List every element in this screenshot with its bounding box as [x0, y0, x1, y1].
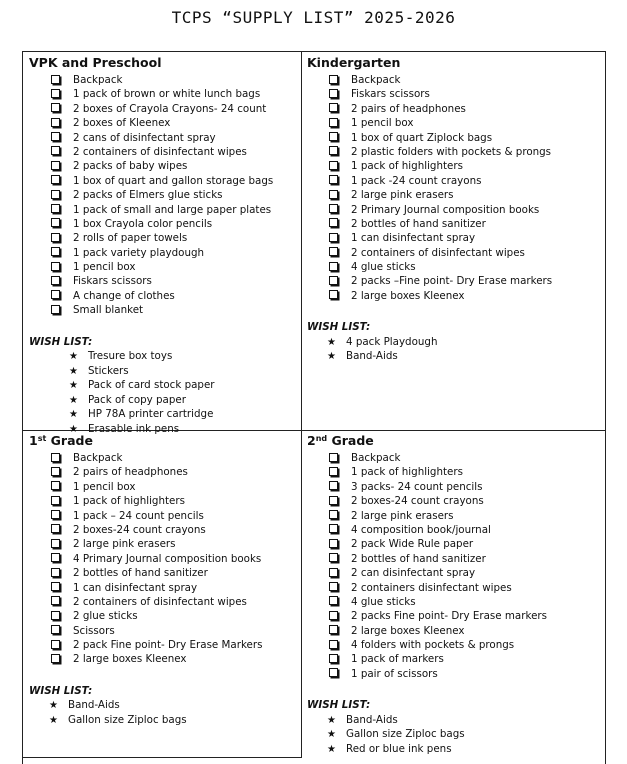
- supply-item-label: 2 large pink erasers: [73, 538, 176, 551]
- supply-item: [29, 246, 297, 260]
- supply-item: [307, 131, 602, 145]
- supply-item-label: 4 folders with pockets & prongs: [351, 639, 515, 652]
- supply-item: [307, 116, 602, 130]
- checkbox-icon: [329, 596, 338, 605]
- checkbox-icon: [329, 190, 338, 199]
- checkbox-icon: [329, 453, 338, 462]
- checkbox-icon: [51, 496, 60, 505]
- supply-item: [307, 231, 602, 245]
- supply-item-label: 1 pack of brown or white lunch bags: [73, 88, 261, 101]
- supply-item: [29, 231, 297, 245]
- checkbox-icon: [329, 568, 338, 577]
- supply-item-label: 4 Primary Journal composition books: [73, 552, 262, 565]
- checkbox-icon: [51, 161, 60, 170]
- supply-item-label: Backpack: [351, 74, 401, 86]
- supply-item-label: 2 containers of disinfectant wipes: [73, 145, 247, 158]
- checkbox-icon: [51, 146, 60, 155]
- supply-item-label: Small blanket: [73, 304, 144, 317]
- star-icon: ★: [69, 351, 78, 363]
- grade-word: Grade: [46, 433, 93, 448]
- supply-item: [29, 159, 297, 173]
- supply-item-label: 2 cans of disinfectant spray: [73, 131, 216, 144]
- supply-item-label: Fiskars scissors: [351, 88, 430, 101]
- checkbox-icon: [51, 568, 60, 577]
- wish-list-heading: WISH LIST:: [29, 684, 93, 697]
- wish-item: [307, 742, 602, 757]
- supply-item-label: 2 bottles of hand sanitizer: [351, 552, 486, 565]
- supply-item: [307, 73, 602, 87]
- supply-item: [307, 494, 602, 508]
- supply-item-label: 1 pencil box: [73, 480, 136, 493]
- grade-ordinal: st: [37, 434, 47, 443]
- supply-item: [307, 188, 602, 202]
- supply-item: [29, 552, 297, 566]
- wish-item-label: Red or blue ink pens: [346, 742, 452, 755]
- checkbox-icon: [329, 524, 338, 533]
- wish-item: [29, 393, 297, 408]
- supply-item-label: 4 composition book/journal: [351, 523, 491, 536]
- supply-item: [29, 174, 297, 188]
- supply-item: [307, 87, 602, 101]
- supply-item: [29, 609, 297, 623]
- checkbox-icon: [51, 596, 60, 605]
- supply-item-label: 2 pack Wide Rule paper: [351, 538, 474, 551]
- supply-item: [29, 73, 297, 87]
- section-heading: [307, 432, 602, 451]
- supply-item-label: 2 containers of disinfectant wipes: [73, 595, 247, 608]
- supply-item: [307, 260, 602, 274]
- wish-item-label: Band-Aids: [68, 699, 120, 712]
- supply-list: [29, 451, 297, 667]
- checkbox-icon: [329, 290, 338, 299]
- supply-item-label: 2 packs Fine point- Dry Erase markers: [351, 610, 548, 623]
- checkbox-icon: [51, 524, 60, 533]
- wish-list-heading: WISH LIST:: [29, 335, 93, 348]
- supply-item-label: 2 boxes-24 count crayons: [351, 495, 484, 508]
- supply-item: [307, 480, 602, 494]
- checkbox-icon: [51, 75, 60, 84]
- section-heading: [29, 432, 297, 451]
- checkbox-icon: [329, 668, 338, 677]
- checkbox-icon: [51, 276, 60, 285]
- supply-item: [29, 624, 297, 638]
- checkbox-icon: [329, 582, 338, 591]
- supply-item: [29, 87, 297, 101]
- supply-item: [29, 638, 297, 652]
- supply-item: [29, 509, 297, 523]
- supply-item: [29, 595, 297, 609]
- supply-item-label: 4 glue sticks: [351, 595, 416, 608]
- supply-item-label: 2 bottles of hand sanitizer: [351, 217, 486, 230]
- supply-list: [307, 73, 602, 303]
- first-grade-section: [29, 432, 297, 727]
- checkbox-icon: [51, 218, 60, 227]
- checkbox-icon: [329, 161, 338, 170]
- wish-item: [29, 698, 297, 713]
- supply-item: [29, 102, 297, 116]
- supply-item-label: 3 packs- 24 count pencils: [351, 480, 483, 493]
- supply-item: [29, 203, 297, 217]
- supply-item: [307, 566, 602, 580]
- supply-item: [29, 537, 297, 551]
- supply-item: [29, 581, 297, 595]
- supply-item-label: 2 large pink erasers: [351, 509, 454, 522]
- supply-item-label: 1 pack – 24 count pencils: [73, 509, 204, 522]
- supply-item-label: 1 box of quart and gallon storage bags: [73, 174, 274, 187]
- checkbox-icon: [51, 247, 60, 256]
- checkbox-icon: [51, 553, 60, 562]
- supply-item: [307, 246, 602, 260]
- supply-item-label: 2 bottles of hand sanitizer: [73, 567, 208, 580]
- checkbox-icon: [51, 204, 60, 213]
- wish-item-label: Erasable ink pens: [88, 422, 180, 435]
- wish-item: [29, 713, 297, 728]
- checkbox-icon: [329, 89, 338, 98]
- supply-item: [307, 159, 602, 173]
- supply-item-label: 1 box of quart Ziplock bags: [351, 131, 493, 144]
- star-icon: ★: [69, 409, 78, 421]
- supply-item-label: 2 packs of Elmers glue sticks: [73, 189, 223, 202]
- star-icon: ★: [49, 714, 58, 726]
- checkbox-icon: [51, 654, 60, 663]
- supply-item: [29, 451, 297, 465]
- vpk-section: [29, 54, 297, 436]
- supply-item: [29, 303, 297, 317]
- checkbox-icon: [51, 103, 60, 112]
- column-divider: [301, 52, 302, 758]
- wish-item: [29, 349, 297, 364]
- supply-item: [307, 509, 602, 523]
- wish-item-label: HP 78A printer cartridge: [88, 408, 214, 421]
- checkbox-icon: [329, 553, 338, 562]
- supply-item: [307, 451, 602, 465]
- grade-word: Grade: [327, 433, 374, 448]
- wish-item-label: Band-Aids: [346, 713, 398, 726]
- wish-item-label: Gallon size Ziploc bags: [68, 713, 187, 726]
- supply-item: [307, 537, 602, 551]
- supply-item: [307, 624, 602, 638]
- checkbox-icon: [329, 481, 338, 490]
- supply-item: [307, 581, 602, 595]
- supply-item-label: 2 plastic folders with pockets & prongs: [351, 145, 552, 158]
- section-heading: Kindergarten: [307, 55, 401, 70]
- bottom-border: [23, 757, 301, 758]
- supply-item-label: 2 glue sticks: [73, 610, 138, 623]
- supply-item: [29, 494, 297, 508]
- checkbox-icon: [51, 89, 60, 98]
- supply-item-label: 1 box Crayola color pencils: [73, 217, 213, 230]
- checkbox-icon: [329, 467, 338, 476]
- checkbox-icon: [329, 276, 338, 285]
- supply-item: [307, 465, 602, 479]
- checkbox-icon: [51, 611, 60, 620]
- checkbox-icon: [329, 247, 338, 256]
- supply-item-label: 1 pencil box: [351, 117, 414, 130]
- supply-item-label: 1 pack of highlighters: [73, 495, 185, 508]
- star-icon: ★: [327, 743, 336, 755]
- wish-item: [29, 378, 297, 393]
- supply-item: [29, 523, 297, 537]
- section-heading: VPK and Preschool: [29, 55, 162, 70]
- star-icon: ★: [327, 729, 336, 741]
- grade-number: 2: [307, 433, 316, 448]
- supply-item-label: 2 pairs of headphones: [351, 102, 466, 115]
- supply-item-label: 2 containers disinfectant wipes: [351, 581, 512, 594]
- checkbox-icon: [51, 262, 60, 271]
- checkbox-icon: [329, 75, 338, 84]
- supply-item: [307, 638, 602, 652]
- wish-item-label: Tresure box toys: [88, 350, 173, 363]
- wish-item: [307, 349, 602, 364]
- wish-item: [307, 727, 602, 742]
- supply-item-label: Scissors: [73, 624, 115, 637]
- supply-item-label: 1 pencil box: [73, 261, 136, 274]
- checkbox-icon: [51, 233, 60, 242]
- supply-table: [22, 51, 606, 764]
- star-icon: ★: [327, 351, 336, 363]
- checkbox-icon: [329, 262, 338, 271]
- wish-list-heading: WISH LIST:: [307, 321, 371, 334]
- supply-item-label: 2 pack Fine point- Dry Erase Markers: [73, 639, 263, 652]
- star-icon: ★: [69, 380, 78, 392]
- checkbox-icon: [329, 510, 338, 519]
- wish-item-label: Pack of card stock paper: [88, 379, 215, 392]
- supply-item-label: Fiskars scissors: [73, 275, 152, 288]
- wish-item-label: Gallon size Ziploc bags: [346, 728, 465, 741]
- supply-item: [29, 217, 297, 231]
- checkbox-icon: [329, 496, 338, 505]
- supply-item-label: 1 can disinfectant spray: [73, 581, 198, 594]
- supply-item-label: 2 large pink erasers: [351, 189, 454, 202]
- checkbox-icon: [329, 218, 338, 227]
- supply-item: [307, 652, 602, 666]
- checkbox-icon: [329, 539, 338, 548]
- supply-item: [29, 652, 297, 666]
- supply-item-label: A change of clothes: [73, 289, 175, 302]
- checkbox-icon: [51, 175, 60, 184]
- supply-item-label: 1 pack of markers: [351, 653, 444, 666]
- supply-item-label: 1 pack variety playdough: [73, 246, 205, 259]
- supply-item-label: 1 pack of highlighters: [351, 466, 463, 479]
- supply-item: [29, 289, 297, 303]
- checkbox-icon: [51, 510, 60, 519]
- checkbox-icon: [51, 290, 60, 299]
- supply-item: [29, 188, 297, 202]
- supply-item-label: 1 pack -24 count crayons: [351, 174, 482, 187]
- checkbox-icon: [329, 132, 338, 141]
- checkbox-icon: [329, 175, 338, 184]
- supply-item: [307, 145, 602, 159]
- supply-item: [307, 217, 602, 231]
- supply-item-label: 1 pack of highlighters: [351, 160, 463, 173]
- supply-item: [307, 523, 602, 537]
- page-title: TCPS “SUPPLY LIST” 2025-2026: [171, 8, 456, 27]
- supply-item-label: 2 large boxes Kleenex: [351, 624, 465, 637]
- checkbox-icon: [51, 467, 60, 476]
- supply-list: [307, 451, 602, 681]
- second-grade-section: [307, 432, 602, 756]
- checkbox-icon: [51, 625, 60, 634]
- checkbox-icon: [51, 582, 60, 591]
- checkbox-icon: [329, 625, 338, 634]
- supply-item: [29, 260, 297, 274]
- supply-item-label: Backpack: [73, 74, 123, 86]
- supply-item-label: 1 pack of small and large paper plates: [73, 203, 272, 216]
- checkbox-icon: [329, 233, 338, 242]
- checkbox-icon: [51, 640, 60, 649]
- checkbox-icon: [329, 611, 338, 620]
- supply-item: [307, 203, 602, 217]
- supply-list: [29, 73, 297, 318]
- supply-item-label: 2 boxes of Crayola Crayons- 24 count: [73, 102, 267, 115]
- supply-item: [307, 289, 602, 303]
- supply-item: [307, 595, 602, 609]
- checkbox-icon: [329, 103, 338, 112]
- supply-item: [307, 102, 602, 116]
- supply-item: [29, 566, 297, 580]
- checkbox-icon: [329, 640, 338, 649]
- supply-item: [307, 667, 602, 681]
- supply-item-label: 2 large boxes Kleenex: [73, 653, 187, 666]
- wish-item-label: Band-Aids: [346, 350, 398, 363]
- wish-item-label: Pack of copy paper: [88, 393, 186, 406]
- wish-item: [307, 713, 602, 728]
- kindergarten-section: [307, 54, 602, 364]
- supply-item-label: 2 rolls of paper towels: [73, 232, 188, 245]
- checkbox-icon: [51, 481, 60, 490]
- wish-list: [29, 698, 297, 727]
- checkbox-icon: [329, 118, 338, 127]
- checkbox-icon: [51, 305, 60, 314]
- checkbox-icon: [51, 539, 60, 548]
- wish-item-label: Stickers: [88, 364, 129, 377]
- checkbox-icon: [329, 204, 338, 213]
- checkbox-icon: [329, 654, 338, 663]
- supply-item-label: 2 Primary Journal composition books: [351, 203, 540, 216]
- supply-item-label: 2 containers of disinfectant wipes: [351, 246, 525, 259]
- supply-item-label: 2 can disinfectant spray: [351, 567, 476, 580]
- supply-item-label: 1 can disinfectant spray: [351, 232, 476, 245]
- star-icon: ★: [69, 394, 78, 406]
- wish-item-label: 4 pack Playdough: [346, 335, 438, 348]
- supply-item: [307, 274, 602, 288]
- checkbox-icon: [329, 146, 338, 155]
- star-icon: ★: [327, 714, 336, 726]
- supply-item: [29, 145, 297, 159]
- wish-list: [307, 335, 602, 364]
- supply-item-label: 2 packs of baby wipes: [73, 160, 188, 173]
- grade-ordinal: nd: [315, 434, 328, 443]
- supply-item-label: 2 boxes-24 count crayons: [73, 523, 206, 536]
- wish-item: [29, 407, 297, 422]
- supply-item: [307, 609, 602, 623]
- wish-item: [307, 335, 602, 350]
- supply-item-label: 1 pair of scissors: [351, 667, 438, 680]
- wish-list: [307, 713, 602, 757]
- supply-item-label: 2 pairs of headphones: [73, 466, 188, 479]
- star-icon: ★: [49, 700, 58, 712]
- supply-item: [29, 465, 297, 479]
- supply-item: [29, 116, 297, 130]
- supply-item: [29, 480, 297, 494]
- supply-item-label: Backpack: [351, 452, 401, 464]
- grade-number: 1: [29, 433, 38, 448]
- star-icon: ★: [69, 423, 78, 435]
- checkbox-icon: [51, 132, 60, 141]
- star-icon: ★: [69, 365, 78, 377]
- supply-item-label: 2 boxes of Kleenex: [73, 117, 171, 130]
- checkbox-icon: [51, 118, 60, 127]
- checkbox-icon: [51, 190, 60, 199]
- supply-item: [307, 552, 602, 566]
- supply-item-label: 2 large boxes Kleenex: [351, 289, 465, 302]
- wish-item: [29, 364, 297, 379]
- supply-item-label: Backpack: [73, 452, 123, 464]
- supply-item: [29, 274, 297, 288]
- wish-list: [29, 349, 297, 436]
- wish-list-heading: WISH LIST:: [307, 699, 371, 712]
- star-icon: ★: [327, 336, 336, 348]
- supply-item-label: 4 glue sticks: [351, 261, 416, 274]
- supply-item: [307, 174, 602, 188]
- supply-item-label: 2 packs –Fine point- Dry Erase markers: [351, 275, 553, 288]
- supply-item: [29, 131, 297, 145]
- checkbox-icon: [51, 453, 60, 462]
